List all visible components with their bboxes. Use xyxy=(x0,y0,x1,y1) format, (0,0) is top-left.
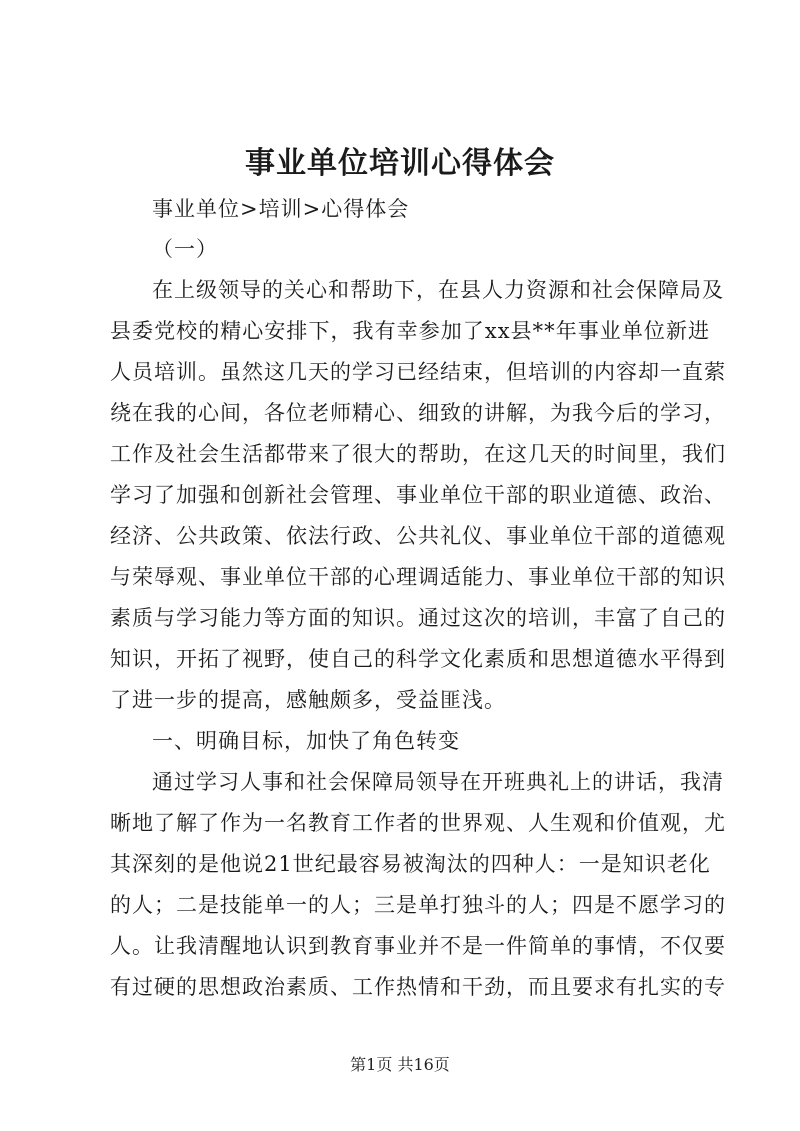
text-line: 素质与学习能力等方面的知识。通过这次的培训，丰富了自己的 xyxy=(110,606,726,630)
section-heading: 一、明确目标，加快了角色转变 xyxy=(152,729,460,753)
text-line: 通过学习人事和社会保障局领导在开班典礼上的讲话，我清 xyxy=(152,770,724,794)
page-footer: 第1页 共16页 xyxy=(350,1055,450,1074)
text-line: 其深刻的是他说21世纪最容易被淘汰的四种人：一是知识老化 xyxy=(110,852,711,876)
document-title: 事业单位培训心得体会 xyxy=(245,146,555,181)
text-line: 知识，开拓了视野，使自己的科学文化素质和思想道德水平得到 xyxy=(110,647,726,671)
text-line: 的人；二是技能单一的人；三是单打独斗的人；四是不愿学习的 xyxy=(110,893,726,917)
text-line: 工作及社会生活都带来了很大的帮助，在这几天的时间里，我们 xyxy=(110,442,726,466)
text-line: 有过硬的思想政治素质、工作热情和干劲，而且要求有扎实的专 xyxy=(110,975,726,999)
text-line: 绕在我的心间，各位老师精心、细致的讲解，为我今后的学习， xyxy=(110,401,726,425)
text-line: 学习了加强和创新社会管理、事业单位干部的职业道德、政治、 xyxy=(110,483,726,507)
section-marker: （一） xyxy=(152,237,218,261)
text-line: 与荣辱观、事业单位干部的心理调适能力、事业单位干部的知识 xyxy=(110,565,726,589)
text-line: 在上级领导的关心和帮助下，在县人力资源和社会保障局及 xyxy=(152,278,724,302)
breadcrumb: 事业单位>培训>心得体会 xyxy=(152,197,410,221)
text-line: 了进一步的提高，感触颇多，受益匪浅。 xyxy=(110,688,506,712)
text-line: 经济、公共政策、依法行政、公共礼仪、事业单位干部的道德观 xyxy=(110,524,726,548)
text-line: 晰地了解了作为一名教育工作者的世界观、人生观和价值观，尤 xyxy=(110,811,726,835)
text-line: 县委党校的精心安排下，我有幸参加了xx县**年事业单位新进 xyxy=(110,319,710,343)
text-line: 人员培训。虽然这几天的学习已经结束，但培训的内容却一直萦 xyxy=(110,360,726,384)
text-line: 人。让我清醒地认识到教育事业并不是一件简单的事情，不仅要 xyxy=(110,934,726,958)
